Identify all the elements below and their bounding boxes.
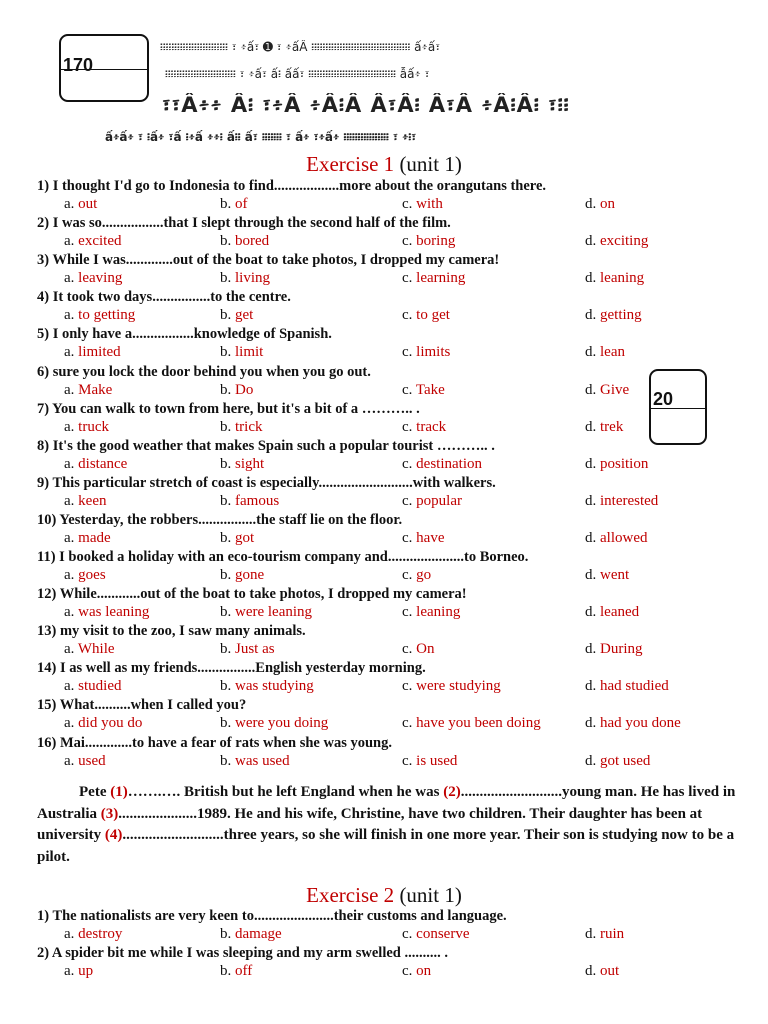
option-c [402,270,465,287]
option-value: position [600,455,649,472]
option-b [220,926,282,943]
exercise-title-text: Exercise 1 [306,152,395,176]
option-letter: b. [220,344,235,361]
question-text: 1) I thought I'd go to Indonesia to find..................more about the orangutans there. [37,178,547,194]
option-a [64,926,122,943]
option-d [585,715,681,732]
exercise-2-title [0,883,768,908]
option-letter: d. [585,196,600,212]
option-a [64,382,112,399]
option-d [585,307,642,324]
option-c [402,196,443,213]
question-text: 13) my visit to the zoo, I saw many animals. [37,623,306,640]
option-value: on [600,196,615,212]
option-letter: d. [585,604,600,621]
question-text: 9) This particular stretch of coast is especially..........................with walkers. [37,474,496,491]
option-c [402,567,431,584]
option-a [64,196,97,213]
option-d [585,604,639,621]
option-value: up [78,963,94,979]
option-letter: c. [402,604,417,621]
option-letter: d. [585,529,600,546]
option-value: studied [78,678,122,695]
header-garbled-line-2: ፧፧፧፧፧፧፧፧፧፧፧፧፧፧፧፧፧፧፧፧፧፧፧፧፧ ፣ ፥ấ፣ ấ፧ ấấ፣ ፧፧፧፧፧፧፧፧፧፧፧፧፧፧፧፧፧፧፧፧፧፧፧፧፧፧፧፧፧፧፧ ẫấ፥ ፣ [165,67,430,81]
option-letter: a. [64,381,79,398]
question-text: 11) I booked a holiday with an eco-tourism company and.....................to Borneo. [37,549,529,565]
option-b [220,382,253,399]
exercise-1-title [0,152,768,177]
option-a [64,344,121,361]
header-garbled-title: ፣፣Ấ፥፥ Ấ፧ ፣፥Ẫ ፥Ấ፧Ấ Ấ፣Ấ፧ Ấ፣Ẫ ፥Ấ፧Ấ፧ ፣፧፧ [162,93,570,117]
option-value: Do [235,381,254,398]
option-value: truck [78,418,109,435]
option-letter: a. [64,307,79,324]
option-c [402,926,469,943]
option-letter: c. [402,233,417,250]
blank-number: (1) [110,784,128,800]
option-letter: b. [220,270,235,287]
option-value: excited [78,233,122,250]
option-value: track [416,418,447,435]
option-value: popular [416,492,462,509]
option-a [64,753,106,770]
option-d [585,678,669,695]
option-value: sight [235,455,265,472]
option-letter: a. [64,963,79,979]
option-a [64,604,149,621]
option-b [220,715,328,732]
option-value: with [416,196,443,212]
option-value: went [600,567,630,583]
option-letter: a. [64,678,79,695]
option-c [402,753,457,770]
option-letter: d. [585,963,600,979]
option-value: damage [235,926,282,942]
option-letter: a. [64,529,79,546]
option-a [64,307,135,324]
option-value: limits [416,344,451,361]
option-letter: d. [585,307,600,324]
question-text: 3) While I was.............out of the boat to take photos, I dropped my camera! [37,252,500,269]
question-text: 7) You can walk to town from here, but it's a bit of a ……….. . [37,400,420,417]
option-letter: d. [585,715,600,732]
option-letter: a. [64,567,79,583]
option-a [64,567,106,584]
page-number: 170 [63,55,94,75]
option-d [585,753,650,770]
question-text: 16) Mai.............to have a fear of rats when she was young. [37,734,392,751]
question-text: 12) While............out of the boat to take photos, I dropped my camera! [37,586,467,603]
option-value: were you doing [235,715,329,732]
option-letter: c. [402,641,417,658]
question-text: 15) What..........when I called you? [37,697,247,714]
option-letter: c. [402,270,417,287]
option-b [220,641,275,658]
option-value: get [235,307,254,324]
option-a [64,530,111,547]
option-letter: d. [585,567,600,583]
option-b [220,196,248,213]
option-value: did you do [78,715,143,732]
option-value: off [235,963,253,979]
option-value: distance [78,455,128,472]
option-letter: c. [402,715,417,732]
option-letter: a. [64,233,79,250]
option-value: got used [600,752,651,769]
option-a [64,715,142,732]
option-value: out [600,963,620,979]
option-letter: b. [220,715,235,732]
option-c [402,604,460,621]
passage-text: .....................1989. He and his wife, Christine, have two children. Their daughter has been at university [37,805,703,843]
option-value: boring [416,233,456,250]
option-letter: b. [220,455,235,472]
option-letter: a. [64,752,79,769]
question-text: 6) sure you lock the door behind you when you go out. [37,363,371,380]
header-garbled-line-4: ấ፥ấ፥ ፣ ፧ấ፥ ፣ấ ፧፥ấ ፥፥፧ ấ፧፧ ấ፣ ፧፧፧፧፧፧፧ ፣ ấ፥ ፣፥ấ፥ ፧፧፧፧፧፧፧፧፧፧፧፧፧፧፧፧ ፣ ፥፧፣ [105,130,417,144]
option-value: had you done [600,715,681,732]
option-letter: a. [64,196,79,212]
option-d [585,963,619,980]
option-d [585,270,644,287]
option-value: to get [416,307,450,324]
option-value: exciting [600,233,649,250]
option-value: had studied [600,678,669,695]
option-value: On [416,641,435,658]
score-badge [649,369,707,445]
blank-number: (2) [443,784,461,800]
question-text: 14) I as well as my friends................English yesterday morning. [37,660,426,677]
option-b [220,419,263,436]
option-a [64,233,121,250]
option-value: bored [235,233,270,250]
option-letter: c. [402,196,417,212]
option-letter: a. [64,715,79,732]
option-value: leaving [78,270,123,287]
option-value: ruin [600,926,625,942]
option-letter: b. [220,307,235,324]
option-value: getting [600,307,642,324]
option-letter: c. [402,926,417,942]
option-letter: b. [220,604,235,621]
option-value: was studying [235,678,314,695]
option-value: limit [235,344,264,361]
option-value: living [235,270,271,287]
option-letter: b. [220,926,235,942]
option-value: is used [416,752,458,769]
option-value: famous [235,492,280,509]
option-value: destination [416,455,482,472]
option-letter: c. [402,307,417,324]
question-text: 1) The nationalists are very keen to......................their customs and language. [37,908,507,924]
option-letter: a. [64,418,79,435]
option-value: lean [600,344,625,361]
passage-text: Pete [79,784,111,800]
badge-divider [651,408,705,409]
question-text: 8) It's the good weather that makes Spain such a popular tourist ……….. . [37,437,495,454]
option-value: While [77,641,115,658]
option-d [585,382,629,399]
option-b [220,604,312,621]
passage-text: ...........................three years, so she will finish in one more year. Their son is studying now to be a pilot. [37,827,735,865]
option-c [402,530,445,547]
option-letter: b. [220,641,235,658]
option-letter: d. [585,344,600,361]
option-letter: d. [585,418,600,435]
option-letter: d. [585,926,600,942]
option-letter: d. [585,641,600,658]
option-d [585,419,623,436]
option-value: Make [78,381,113,398]
option-letter: d. [585,752,600,769]
option-letter: d. [585,381,600,398]
header-garbled-line-1: ፧፧፧፧፧፧፧፧፧፧፧፧፧፧፧፧፧፧፧፧፧፧፧፧ ፣ ፥ấ፣ ➊ ፣ ፥ấẪ ፧፧፧፧፧፧፧፧፧፧፧፧፧፧፧፧፧፧፧፧፧፧፧፧፧፧፧፧፧፧፧፧፧፧፧ ấ፥ấ፣ [160,40,441,54]
option-letter: c. [402,455,417,472]
option-letter: d. [585,678,600,695]
option-a [64,641,115,658]
option-letter: b. [220,418,235,435]
option-value: limited [78,344,121,361]
option-value: leaning [600,270,645,287]
option-letter: a. [64,455,79,472]
option-value: have [416,529,445,546]
option-value: conserve [416,926,470,942]
badge-divider [61,69,147,70]
option-d [585,493,658,510]
option-value: During [600,641,643,658]
option-value: got [235,529,255,546]
option-a [64,270,122,287]
option-value: goes [78,567,106,583]
option-b [220,567,264,584]
option-c [402,456,482,473]
option-letter: c. [402,344,417,361]
cloze-passage [37,782,737,868]
option-letter: c. [402,567,417,583]
option-letter: b. [220,752,235,769]
option-value: leaned [600,604,640,621]
option-b [220,678,314,695]
option-letter: a. [64,604,79,621]
option-b [220,753,290,770]
option-letter: c. [402,678,417,695]
option-letter: b. [220,233,235,250]
option-c [402,641,435,658]
option-letter: a. [64,270,79,287]
exercise-title-text: Exercise 2 [306,883,395,907]
option-value: gone [235,567,265,583]
option-value: used [78,752,106,769]
option-value: trick [235,418,263,435]
option-b [220,456,264,473]
option-letter: c. [402,492,417,509]
option-letter: c. [402,381,416,398]
option-value: allowed [600,529,648,546]
option-a [64,678,122,695]
passage-text: ...........................young man. He has lived in Australia [37,784,736,822]
option-letter: a. [64,926,79,942]
option-a [64,963,93,980]
option-letter: d. [585,270,600,287]
option-value: Give [600,381,630,398]
blank-number: (3) [100,805,119,822]
option-letter: a. [64,492,79,509]
option-b [220,963,252,980]
option-c [402,963,431,980]
option-a [64,419,109,436]
page-number-badge [59,34,149,102]
option-letter: c. [402,752,417,769]
option-c [402,715,541,732]
option-d [585,344,625,361]
option-letter: b. [220,381,235,398]
option-value: out [78,196,98,212]
option-letter: b. [220,529,235,546]
exercise-unit: (unit 1) [399,883,462,907]
option-letter: c. [402,418,417,435]
option-c [402,419,446,436]
option-value: keen [78,492,107,509]
option-letter: b. [220,492,235,509]
option-letter: d. [585,455,600,472]
option-value: Take [415,381,445,398]
option-letter: b. [220,196,235,212]
option-c [402,382,445,399]
option-letter: b. [220,567,235,583]
question-text: 2) A spider bit me while I was sleeping and my arm swelled .......... . [37,945,448,961]
blank-number: (4) [104,827,123,843]
option-d [585,196,615,213]
option-letter: d. [585,233,600,250]
option-letter: c. [402,529,417,546]
option-letter: b. [220,678,235,695]
option-value: leaning [416,604,461,621]
question-text: 4) It took two days................to the centre. [37,289,291,306]
option-a [64,456,127,473]
question-text: 2) I was so.................that I slept through the second half of the film. [37,215,451,232]
option-d [585,567,629,584]
option-value: learning [416,270,466,287]
option-letter: c. [402,963,417,979]
option-a [64,493,107,510]
option-value: interested [600,492,659,509]
option-value: destroy [78,926,123,942]
option-value: have you been doing [416,715,541,732]
option-value: on [416,963,432,979]
option-c [402,493,462,510]
option-d [585,530,647,547]
option-value: were studying [416,678,501,695]
option-b [220,344,263,361]
option-b [220,233,269,250]
option-letter: d. [585,492,600,509]
option-c [402,233,455,250]
option-b [220,307,253,324]
option-value: was used [235,752,290,769]
option-value: was leaning [78,604,150,621]
option-d [585,641,643,658]
option-letter: a. [64,344,79,361]
option-value: made [78,529,111,546]
option-b [220,530,254,547]
option-letter: a. [64,641,78,658]
option-value: Just as [235,641,275,658]
option-value: of [235,196,248,212]
option-d [585,233,648,250]
option-value: to getting [78,307,136,324]
question-text: 10) Yesterday, the robbers................the staff lie on the floor. [37,511,403,528]
option-b [220,270,270,287]
option-c [402,678,501,695]
option-b [220,493,279,510]
option-d [585,926,624,943]
option-d [585,456,648,473]
option-value: were leaning [235,604,313,621]
passage-text: …….…. British but he left England when he was [127,784,444,800]
option-value: go [416,567,432,583]
option-c [402,344,450,361]
exercise-unit: (unit 1) [399,152,462,176]
option-c [402,307,450,324]
score-number: 20 [653,389,674,409]
question-text: 5) I only have a.................knowledge of Spanish. [37,326,332,343]
option-letter: b. [220,963,235,979]
option-value: trek [600,418,624,435]
